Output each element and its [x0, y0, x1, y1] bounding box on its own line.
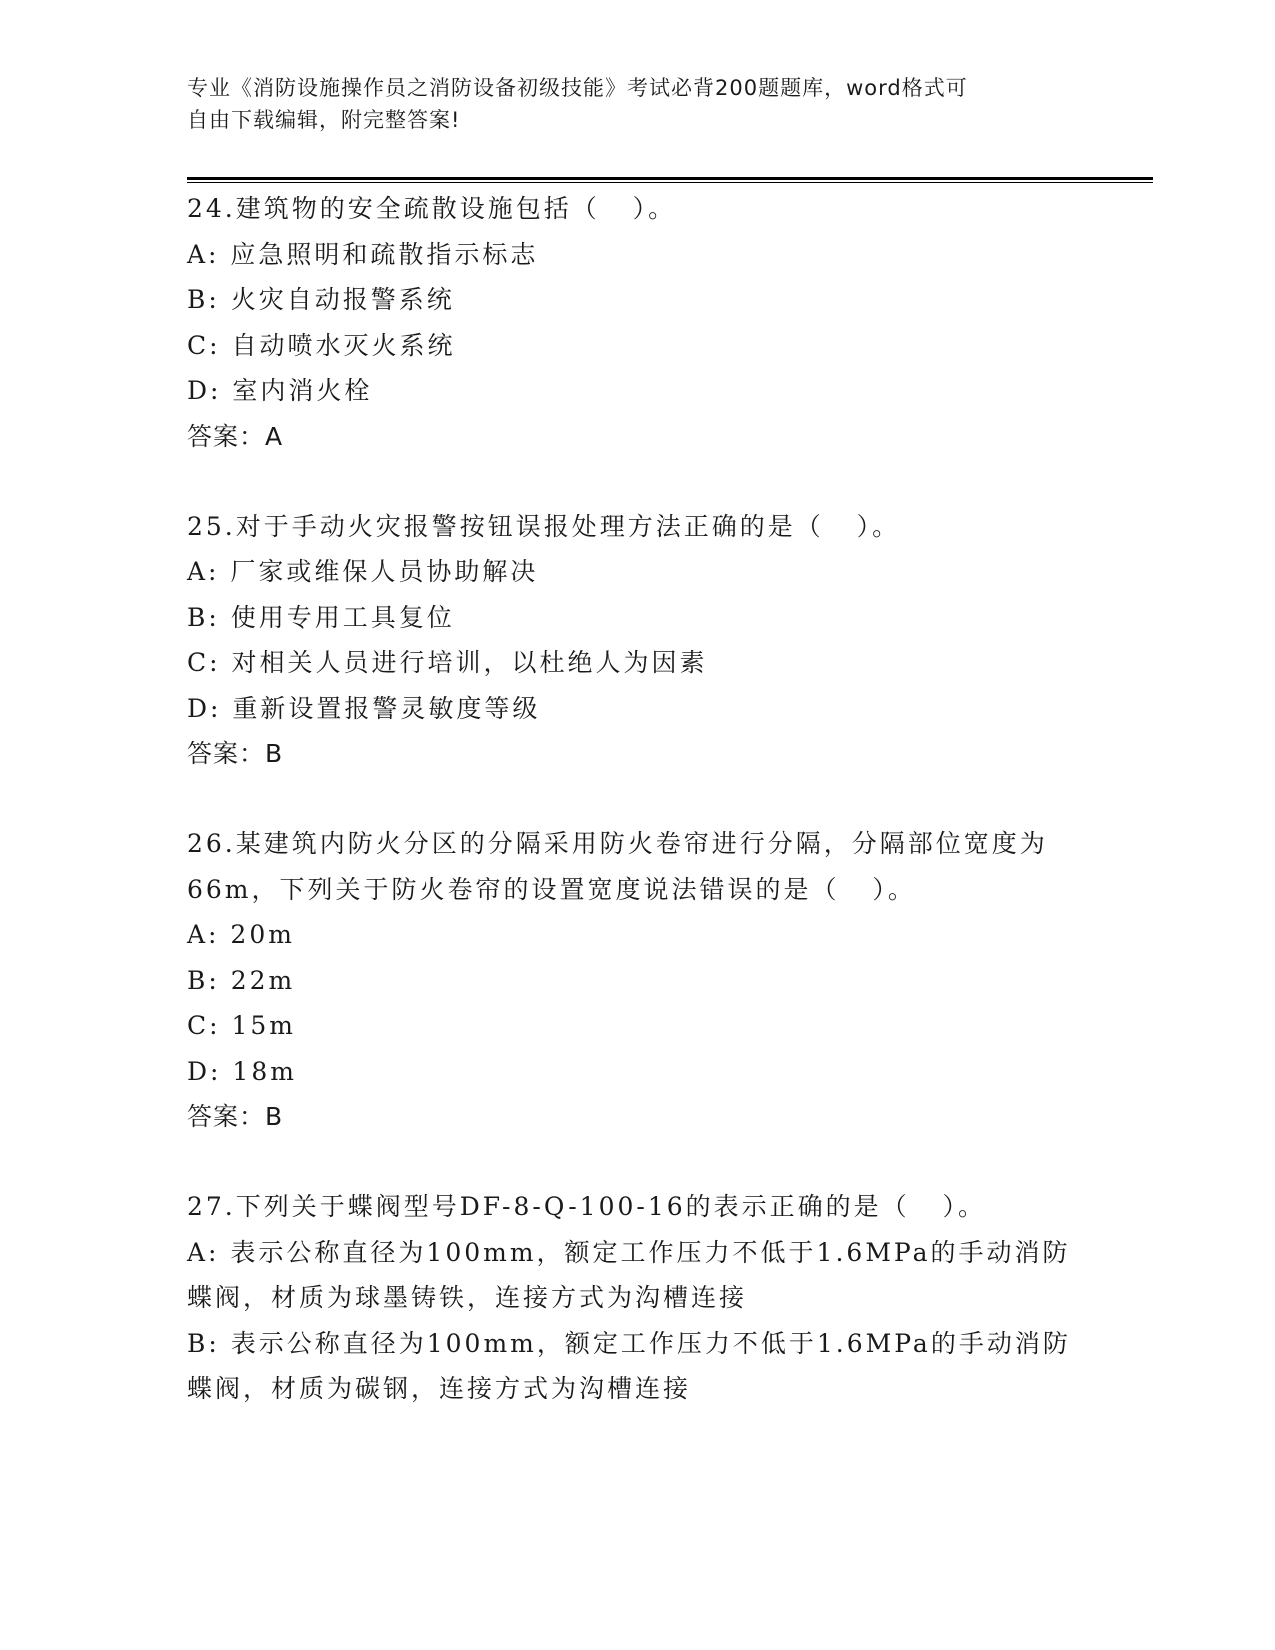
question-stem: 24.建筑物的安全疏散设施包括（ ）。	[187, 194, 677, 223]
option-d: D: 室内消火栓	[187, 376, 373, 405]
answer-label: 答案：B	[187, 1102, 284, 1131]
option-c: C: 对相关人员进行培训，以杜绝人为因素	[187, 648, 708, 677]
option-a: A: 厂家或维保人员协助解决	[187, 557, 539, 586]
header-line-2: 自由下载编辑，附完整答案!	[187, 108, 461, 132]
option-d: D: 18m	[187, 1056, 297, 1086]
option-d: D: 重新设置报警灵敏度等级	[187, 693, 541, 723]
question-24	[187, 186, 1087, 459]
header-divider-thin	[187, 182, 1153, 183]
question-27	[187, 1184, 1087, 1412]
option-b: B: 22m	[187, 965, 296, 995]
option-b: B: 火灾自动报警系统	[187, 285, 455, 314]
option-a: A: 应急照明和疏散指示标志	[187, 239, 539, 269]
option-b: B: 表示公称直径为100mm，额定工作压力不低于1.6MPa的手动消防蝶阀，材质为碳钢，连接方式为沟槽连接	[187, 1328, 1071, 1403]
question-list	[187, 186, 1087, 1457]
option-a: A: 20m	[187, 920, 295, 949]
answer-label: 答案：A	[187, 421, 284, 451]
question-26	[187, 821, 1087, 1139]
answer-label: 答案：B	[187, 739, 284, 768]
option-c: C: 15m	[187, 1011, 297, 1040]
header-divider-thick	[187, 177, 1153, 180]
question-stem: 25.对于手动火灾报警按钮误报处理方法正确的是（ ）。	[187, 511, 901, 541]
question-stem: 27.下列关于蝶阀型号DF-8-Q-100-16的表示正确的是（ ）。	[187, 1192, 987, 1221]
option-c: C: 自动喷水灭火系统	[187, 330, 456, 360]
option-b: B: 使用专用工具复位	[187, 602, 455, 632]
question-25	[187, 504, 1087, 777]
option-a: A: 表示公称直径为100mm，额定工作压力不低于1.6MPa的手动消防蝶阀，材质为球墨铸铁，连接方式为沟槽连接	[187, 1237, 1071, 1312]
header-line-1: 专业《消防设施操作员之消防设备初级技能》考试必背200题题库，word格式可	[187, 76, 968, 100]
question-stem: 26.某建筑内防火分区的分隔采用防火卷帘进行分隔，分隔部位宽度为66m，下列关于防火卷帘的设置宽度说法错误的是（ ）。	[187, 829, 1048, 904]
document-header	[187, 72, 1067, 136]
